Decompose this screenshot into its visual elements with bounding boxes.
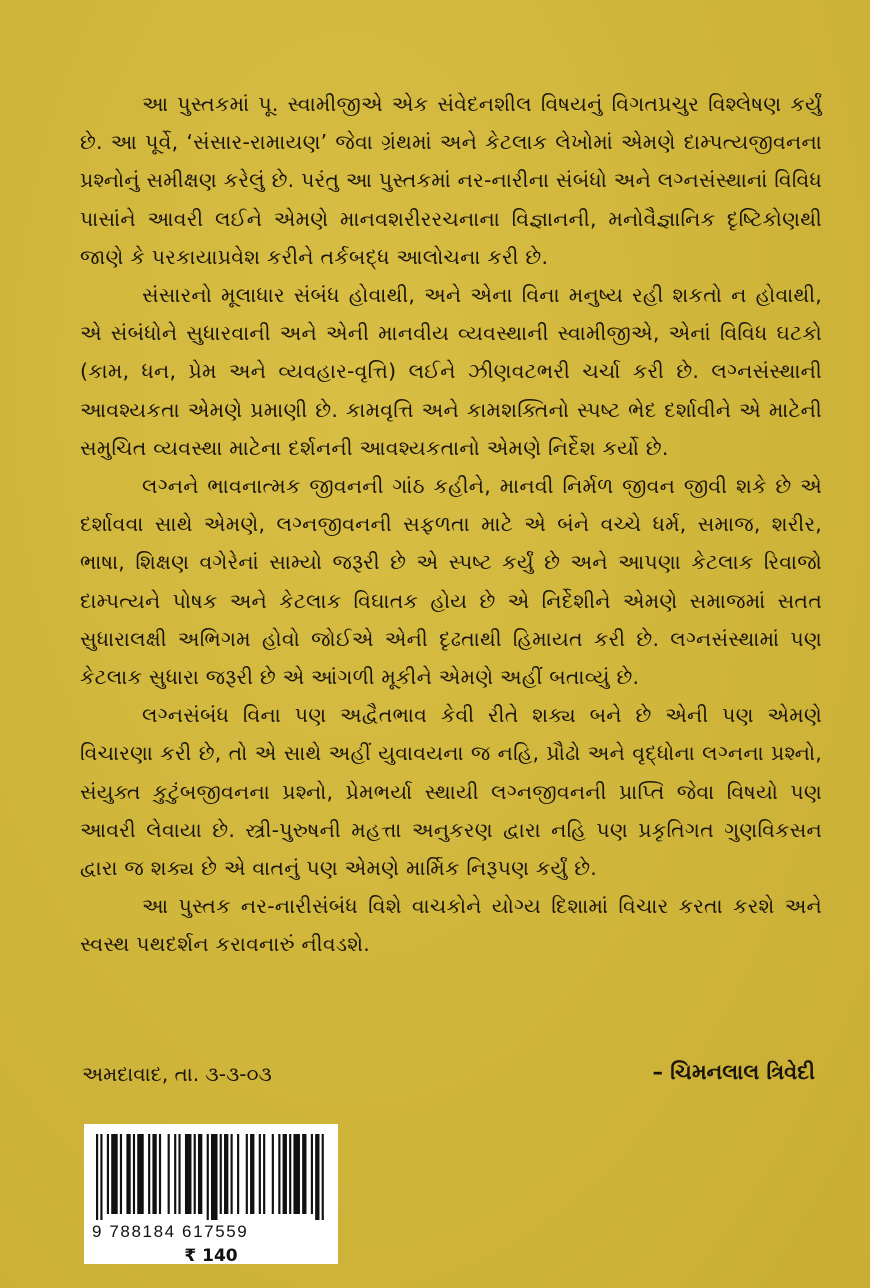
price-label: ₹ 140 <box>184 1246 238 1266</box>
barcode-label <box>84 1124 338 1264</box>
blurb-text <box>80 85 822 964</box>
blurb-paragraph-4: લગ્નસંબંધ વિના પણ અદ્વૈતભાવ કેવી રીતે શક્ય બને છે એની પણ એમણે વિચારણા કરી છે, તો એ સાથે અહીં યુવાવયના જ નહિ, પ્રૌઢો અને વૃદ્ધોના લગ્નના પ્રશ્નો, સંયુક્ત કુટુંબજીવનના પ્રશ્નો, પ્રેમભર્યા સ્થાયી લગ્નજીવનની પ્રાપ્તિ જેવા વિષયો પણ આવરી લેવાયા છે. સ્ત્રી-પુરુષની મહત્તા અનુકરણ દ્વારા નહિ પણ પ્રકૃતિગત ગુણવિકસન દ્વારા જ શક્ય છે એ વાતનું પણ એમણે માર્મિક નિરૂપણ કર્યું છે. <box>80 703 822 881</box>
blurb-paragraph-2: સંસારનો મૂલાધાર સંબંધ હોવાથી, અને એના વિના મનુષ્ય રહી શકતો ન હોવાથી, એ સંબંધોને સુધારવાની અને એની માનવીય વ્યવસ્થાની સ્વામીજીએ, એનાં વિવિધ ઘટકો (કામ, ધન, પ્રેમ અને વ્યવહાર-વૃત્તિ) લઈને ઝીણવટભરી ચર્ચા કરી છે. લગ્નસંસ્થાની આવશ્યકતા એમણે પ્રમાણી છે. કામવૃત્તિ અને કામશક્તિનો સ્પષ્ટ ભેદ દર્શાવીને એ માટેની સમુચિત વ્યવસ્થા માટેના દર્શનની આવશ્યકતાનો એમણે નિર્દેશ કર્યો છે. <box>80 283 822 460</box>
blurb-paragraph-3: લગ્નને ભાવનાત્મક જીવનની ગાંઠ કહીને, માનવી નિર્મળ જીવન જીવી શકે છે એ દર્શાવવા સાથે એમણે, લગ્નજીવનની સફળતા માટે એ બંને વચ્ચે ધર્મ, સમાજ, શરીર, ભાષા, શિક્ષણ વગેરેનાં સામ્યો જરૂરી છે એ સ્પષ્ટ કર્યું છે અને આપણા કેટલાક રિવાજો દામ્પત્યને પોષક અને કેટલાક વિઘાતક હોય છે એ નિર્દેશીને એમણે સમાજમાં સતત સુધારાલક્ષી અભિગમ હોવો જોઈએ એની દૃઢતાથી હિમાયત કરી છે. લગ્નસંસ્થામાં પણ કેટલાક સુધારા જરૂરી છે એ આંગળી મૂકીને એમણે અહીં બતાવ્યું છે. <box>80 474 822 690</box>
author-signature: – ચિમનલાલ ત્રિવેદી <box>652 1060 815 1084</box>
blurb-paragraph-1: આ પુસ્તકમાં પૂ. સ્વામીજીએ એક સંવેદનશીલ વિષયનું વિગતપ્રચુર વિશ્લેષણ કર્યું છે. આ પૂર્વે, ‘સંસાર-રામાયણ’ જેવા ગ્રંથમાં અને કેટલાક લેખોમાં એમણે દામ્પત્યજીવનના પ્રશ્નોનું સમીક્ષણ કરેલું છે. પરંતુ આ પુસ્તકમાં નર-નારીના સંબંધો અને લગ્નસંસ્થાનાં વિવિધ પાસાંને આવરી લઈને એમણે માનવશરીરરચનાના વિજ્ઞાનની, મનોવૈજ્ઞાનિક દૃષ્ટિકોણથી જાણે કે પરકાયાપ્રવેશ કરીને તર્કબદ્ધ આલોચના કરી છે. <box>80 92 822 269</box>
blurb-paragraph-5: આ પુસ્તક નર-નારીસંબંધ વિશે વાચકોને યોગ્ય દિશામાં વિચાર કરતા કરશે અને સ્વસ્થ પથદર્શન કરાવનારું નીવડશે. <box>80 894 822 957</box>
isbn-number: 9 788184 617559 <box>92 1222 249 1241</box>
barcode-icon <box>96 1134 326 1220</box>
place-date: અમદાવાદ, તા. ૩-૩-૦૩ <box>82 1062 272 1086</box>
